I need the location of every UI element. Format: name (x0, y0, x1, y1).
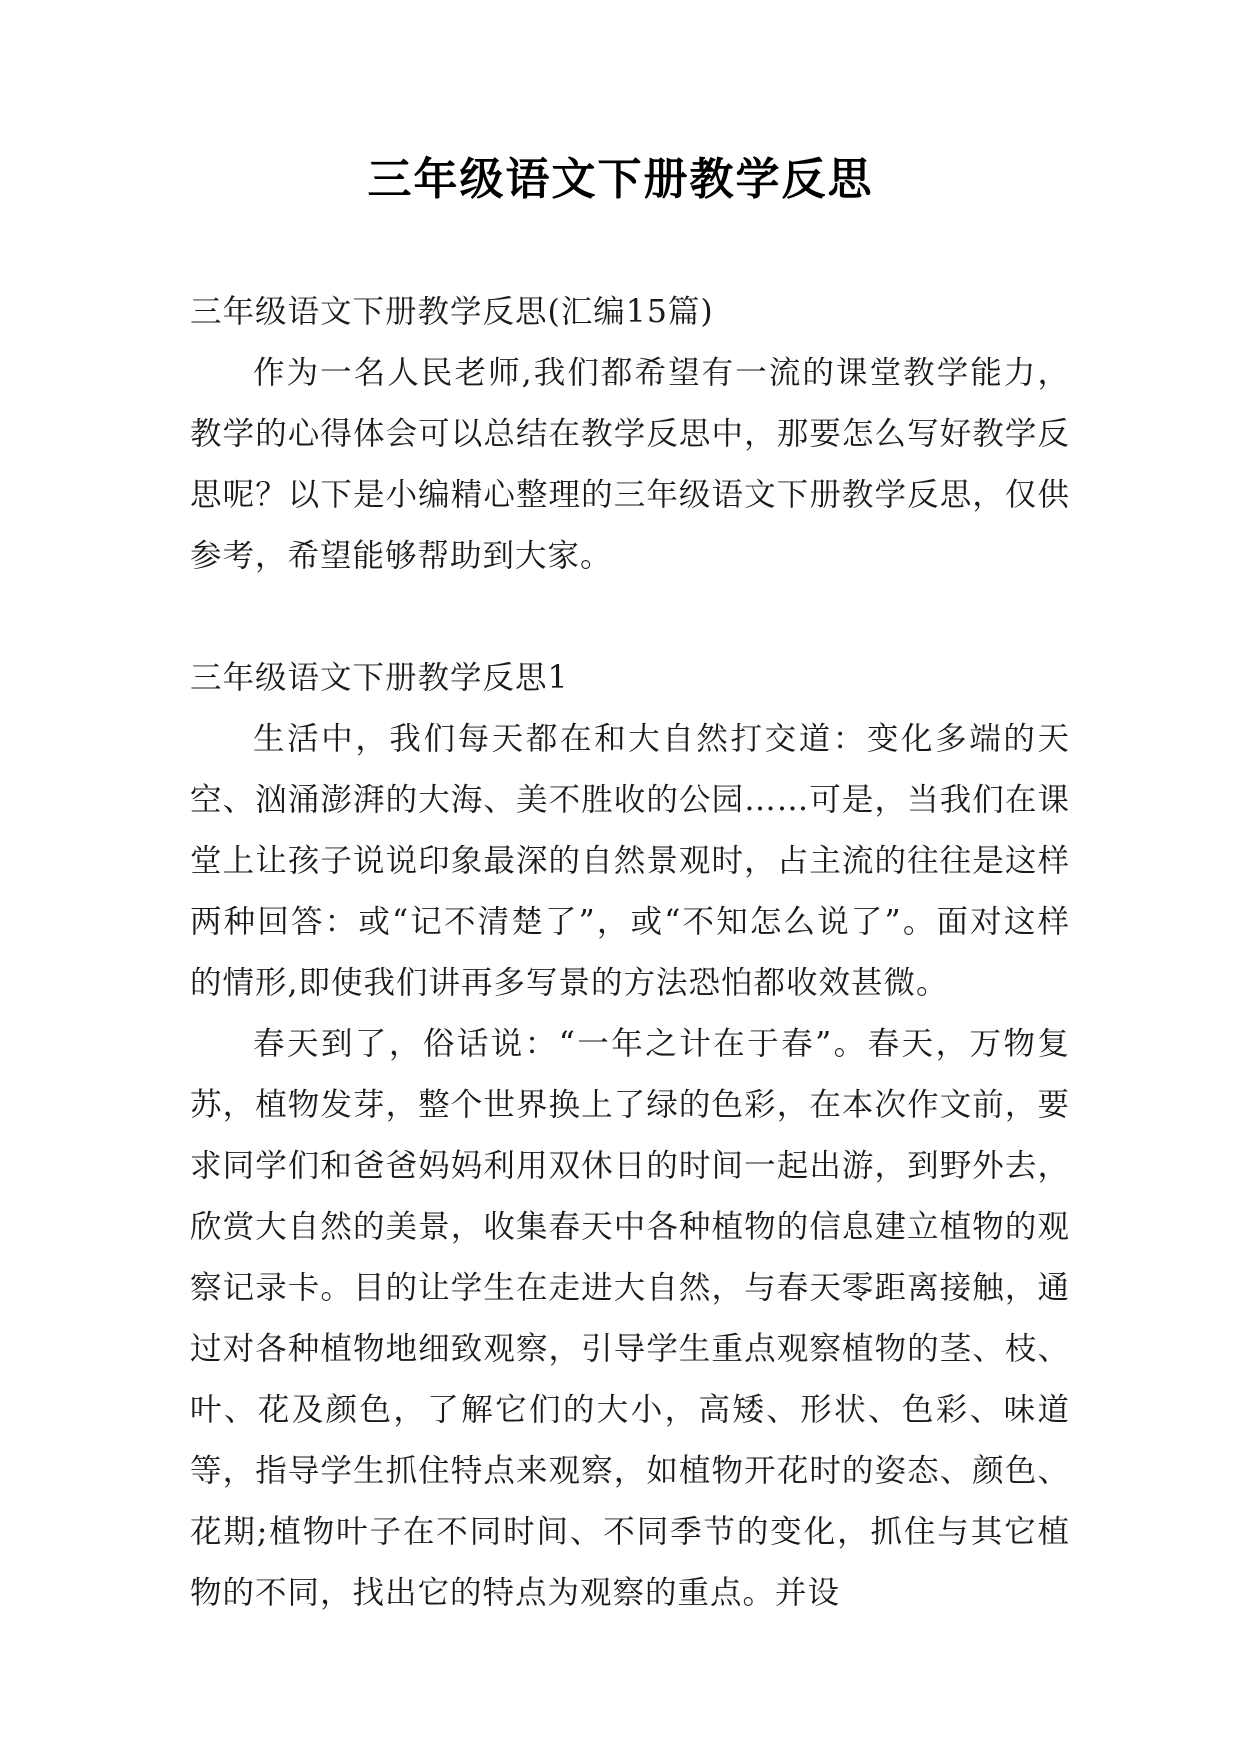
section-1-paragraph-2: 春天到了，俗话说：“一年之计在于春”。春天，万物复苏，植物发芽，整个世界换上了绿的色彩，在本次作文前，要求同学们和爸爸妈妈利用双休日的时间一起出游，到野外去，欣赏大自然的美景，收集春天中各种植物的信息建立植物的观察记录卡。目的让学生在走进大自然，与春天零距离接触，通过对各种植物地细致观察，引导学生重点观察植物的茎、枝、叶、花及颜色，了解它们的大小，高矮、形状、色彩、味道等，指导学生抓住特点来观察，如植物开花时的姿态、颜色、花期;植物叶子在不同时间、不同季节的变化，抓住与其它植物的不同，找出它的特点为观察的重点。并设 (190, 1026, 1070, 1611)
document-body (190, 282, 1070, 1624)
paragraph-spacer (190, 587, 1070, 648)
document-title: 三年级语文下册教学反思 (367, 154, 874, 205)
intro-paragraph: 作为一名人民老师,我们都希望有一流的课堂教学能力，教学的心得体会可以总结在教学反思中，那要怎么写好教学反思呢？以下是小编精心整理的三年级语文下册教学反思，仅供参考，希望能够帮助到大家。 (190, 355, 1070, 574)
section-1-paragraph-1: 生活中，我们每天都在和大自然打交道：变化多端的天空、汹涌澎湃的大海、美不胜收的公园……可是，当我们在课堂上让孩子说说印象最深的自然景观时，占主流的往往是这样两种回答：或“记不清楚了”，或“不知怎么说了”。面对这样的情形,即使我们讲再多写景的方法恐怕都收效甚微。 (190, 721, 1070, 1001)
document-subtitle: 三年级语文下册教学反思(汇编15篇) (190, 294, 714, 330)
section-heading-1: 三年级语文下册教学反思1 (190, 660, 569, 696)
